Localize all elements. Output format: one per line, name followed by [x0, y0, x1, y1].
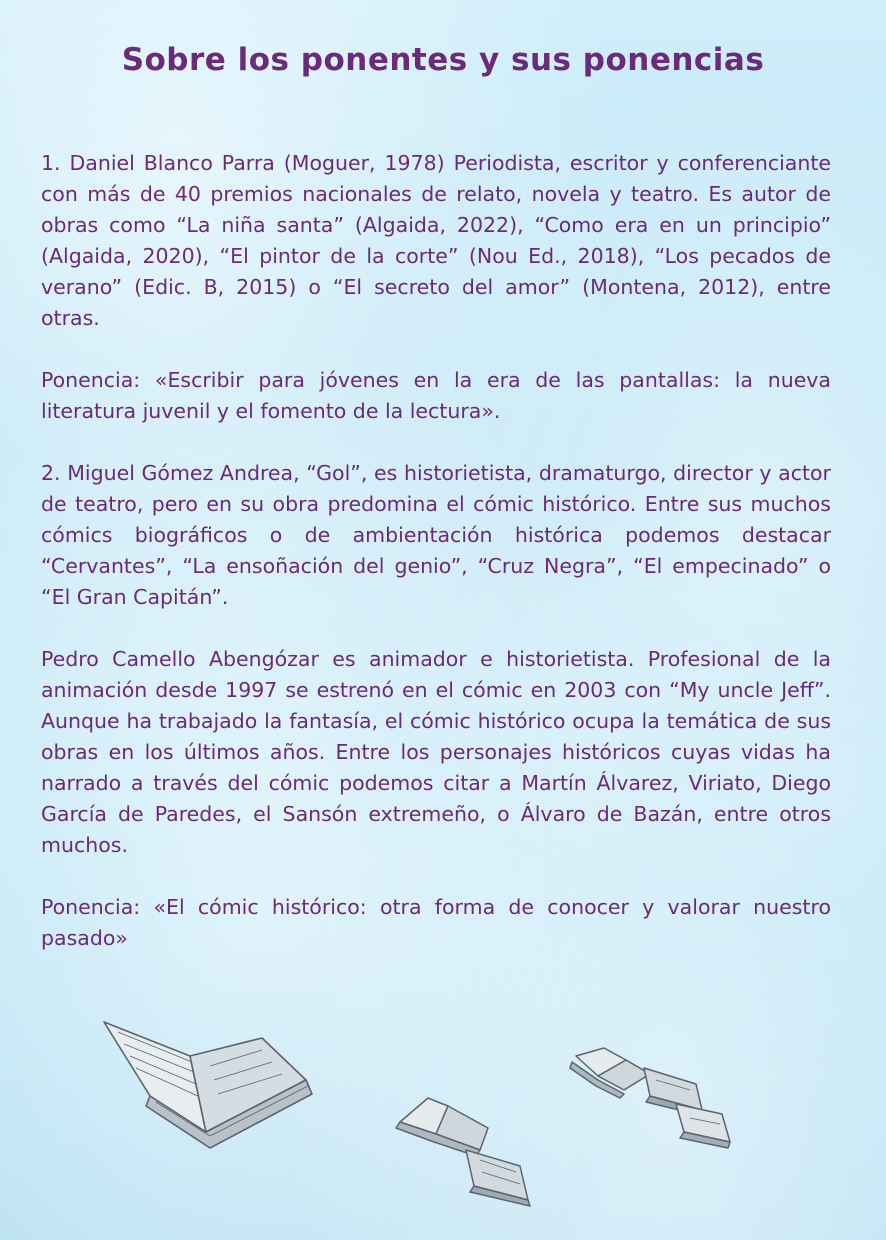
talk-1-title: Ponencia: «Escribir para jóvenes en la era de las pantallas: la nueva literatura juvenil y el fomento de la lectura».	[41, 368, 831, 423]
talk-2-title: Ponencia: «El cómic histórico: otra forma de conocer y valorar nuestro pasado»	[41, 895, 831, 950]
speaker-2-bio: 2. Miguel Gómez Andrea, “Gol”, es historietista, dramaturgo, director y actor de teatro, pero en su obra predomina el cómic histórico. Entre sus muchos cómics biográficos o de ambientación histórica podemos destacar “Cervantes”, “La ensoñación del genio”, “Cruz Negra”, “El empecinado” o “El Gran Capitán”.	[41, 461, 831, 609]
open-book-large-icon	[104, 1022, 312, 1148]
text-body	[41, 148, 831, 985]
page-title: Sobre los ponentes y sus ponencias	[121, 42, 765, 78]
flying-books-illustration	[0, 1010, 886, 1210]
speaker-3-bio: Pedro Camello Abengózar es animador e historietista. Profesional de la animación desde 1997 se estrenó en el cómic en 2003 con “My uncle Jeff”. Aunque ha trabajado la fantasía, el cómic histórico ocupa la temática de sus obras en los últimos años. Entre los personajes históricos cuyas vidas ha narrado a través del cómic podemos citar a Martín Álvarez, Viriato, Diego García de Paredes, el Sansón extremeño, o Álvaro de Bazán, entre otros muchos.	[41, 647, 831, 857]
flying-book-middle-icon	[396, 1098, 530, 1206]
speaker-1-bio: 1. Daniel Blanco Parra (Moguer, 1978) Periodista, escritor y conferenciante con más de 40 premios nacionales de relato, novela y teatro. Es autor de obras como “La niña santa” (Algaida, 2022), “Como era en un principio” (Algaida, 2020), “El pintor de la corte” (Nou Ed., 2018), “Los pecados de verano” (Edic. B, 2015) o “El secreto del amor” (Montena, 2012), entre otras.	[41, 151, 831, 330]
flying-book-right-icon	[570, 1048, 730, 1148]
